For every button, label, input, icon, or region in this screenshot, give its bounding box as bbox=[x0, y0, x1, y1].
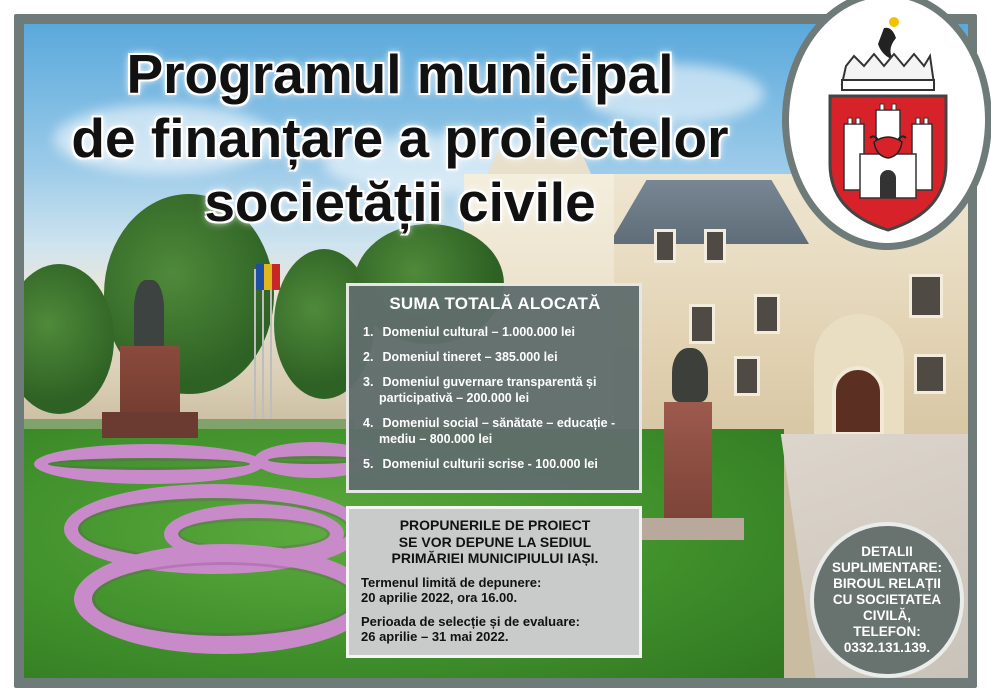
allocation-panel bbox=[346, 283, 642, 493]
proposals-panel bbox=[346, 506, 642, 658]
entrance-door bbox=[832, 366, 884, 436]
allocation-item bbox=[363, 456, 627, 472]
allocation-item bbox=[363, 349, 627, 365]
evaluation-label: Perioada de selecție și de evaluare: bbox=[361, 613, 580, 629]
heading-line: SE VOR DEPUNE LA SEDIUL bbox=[398, 533, 592, 550]
deadline-value: 20 aprilie 2022, ora 16.00. bbox=[361, 590, 518, 605]
bust-plinth bbox=[636, 518, 744, 540]
flower-bed bbox=[34, 444, 264, 484]
iasi-coat-of-arms-icon bbox=[822, 14, 954, 236]
details-line: CU SOCIETATEA bbox=[832, 592, 942, 607]
window bbox=[654, 229, 676, 263]
proposals-heading bbox=[361, 517, 629, 567]
flagpole bbox=[270, 269, 272, 419]
phone-number: 0332.131.139. bbox=[843, 640, 931, 655]
item-number: 5. bbox=[363, 457, 374, 471]
contact-details-badge bbox=[810, 522, 964, 678]
allocation-item bbox=[363, 374, 627, 406]
window bbox=[704, 229, 726, 263]
title-line: de finanțare a proiectelor bbox=[71, 107, 729, 169]
window bbox=[689, 304, 715, 344]
allocation-item bbox=[363, 415, 627, 447]
bust-statue bbox=[672, 348, 708, 402]
flagpole bbox=[262, 269, 264, 419]
item-text: Domeniul tineret – 385.000 lei bbox=[382, 350, 558, 364]
item-text: Domeniul social – sănătate – educație - mediu – 800.000 lei bbox=[379, 416, 616, 446]
evaluation-value: 26 aprilie – 31 mai 2022. bbox=[361, 629, 509, 644]
window bbox=[914, 354, 946, 394]
item-number: 3. bbox=[363, 375, 374, 389]
deadline-label: Termenul limită de depunere: bbox=[361, 574, 542, 590]
flagpole bbox=[254, 269, 256, 419]
statue bbox=[134, 280, 164, 350]
details-line: DETALII bbox=[861, 544, 913, 559]
window bbox=[754, 294, 780, 334]
item-text: Domeniul culturii scrise - 100.000 lei bbox=[382, 457, 598, 471]
bust-pedestal bbox=[664, 402, 712, 530]
window bbox=[734, 356, 760, 396]
monument-base bbox=[102, 412, 198, 438]
flag bbox=[264, 264, 272, 290]
details-line: BIROUL RELAȚII bbox=[833, 576, 941, 591]
flag bbox=[256, 264, 264, 290]
window bbox=[909, 274, 943, 318]
item-text: Domeniul guvernare transparentă și participativă – 200.000 lei bbox=[379, 375, 597, 405]
flag bbox=[272, 264, 280, 290]
title-line: societății civile bbox=[204, 171, 596, 233]
item-number: 1. bbox=[363, 325, 374, 339]
allocation-heading: SUMA TOTALĂ ALOCATĂ bbox=[389, 294, 601, 313]
allocation-item bbox=[363, 324, 627, 340]
contact-details-text bbox=[829, 544, 945, 656]
item-number: 2. bbox=[363, 350, 374, 364]
heading-line: PRIMĂRIEI MUNICIPIULUI IAȘI. bbox=[391, 550, 599, 566]
details-line: CIVILĂ, TELEFON: bbox=[853, 608, 921, 639]
poster-title bbox=[30, 42, 770, 234]
item-text: Domeniul cultural – 1.000.000 lei bbox=[382, 325, 575, 339]
item-number: 4. bbox=[363, 416, 374, 430]
title-line: Programul municipal bbox=[126, 43, 674, 105]
details-line: SUPLIMENTARE: bbox=[832, 560, 942, 575]
heading-line: PROPUNERILE DE PROIECT bbox=[399, 517, 591, 533]
flower-bed bbox=[74, 544, 374, 654]
tree bbox=[24, 264, 114, 414]
